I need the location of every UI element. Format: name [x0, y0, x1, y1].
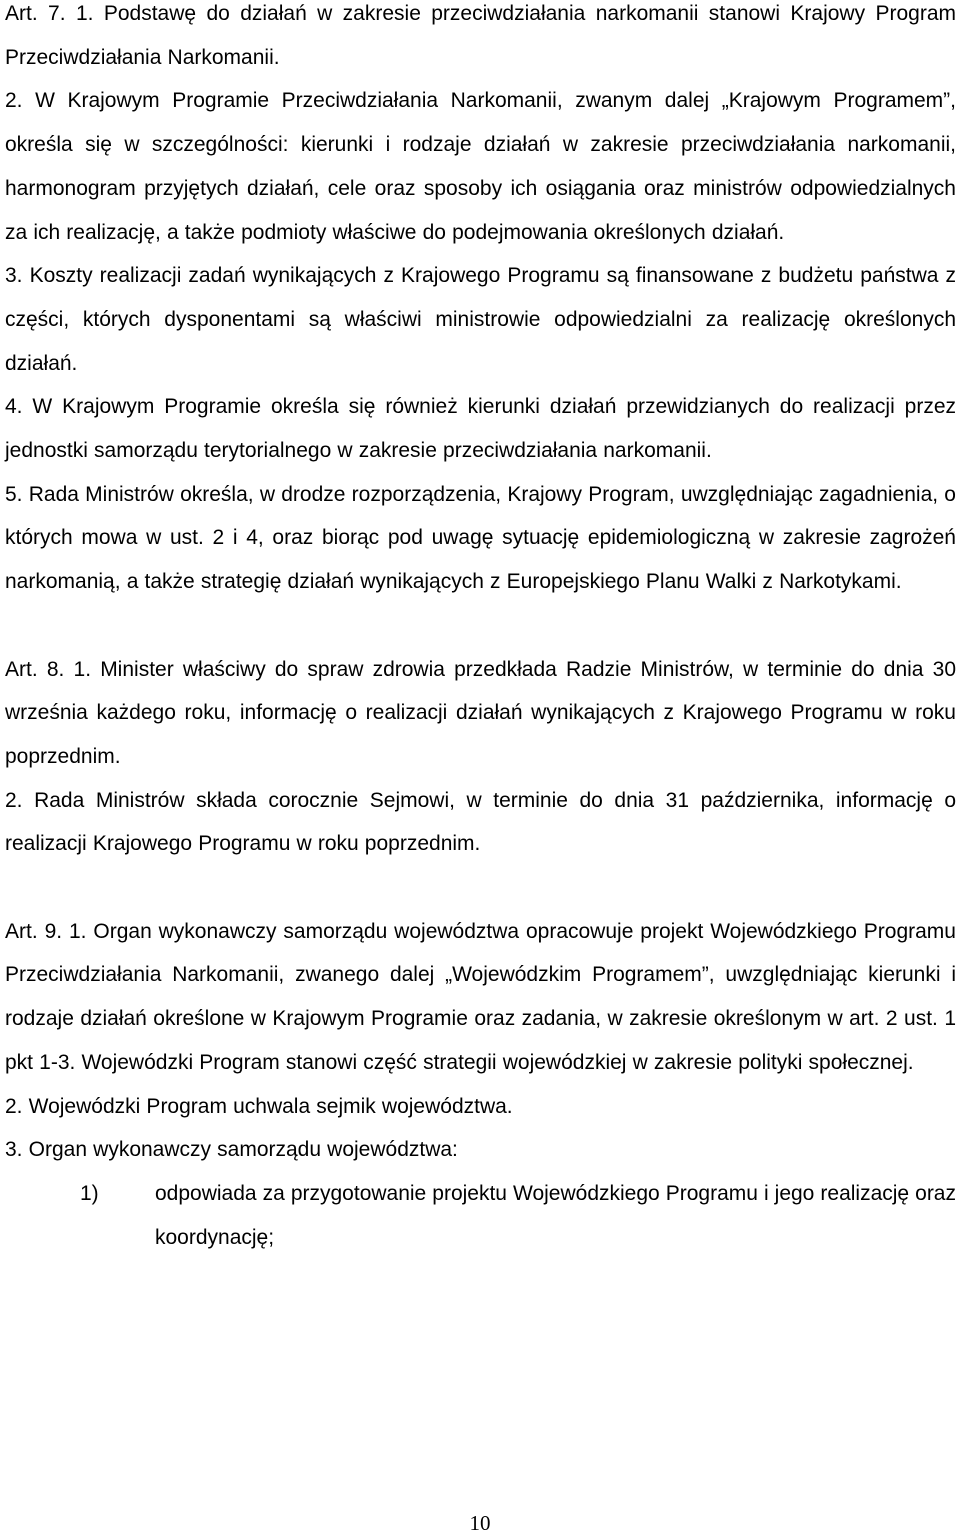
paragraph-art7-ust3: 3. Koszty realizacji zadań wynikających z Krajowego Programu są finansowane z budżetu państwa z części, których dysponentami są właściwi ministrowie odpowiedzialni za realizację określonych działań.: [5, 264, 956, 375]
paragraph-art7-ust1: Art. 7. 1. Podstawę do działań w zakresie przeciwdziałania narkomanii stanowi Krajowy Program Przeciwdziałania Narkomanii.: [5, 2, 956, 69]
section-gap: [5, 604, 956, 648]
paragraph-art9-ust1: Art. 9. 1. Organ wykonawczy samorządu województwa opracowuje projekt Wojewódzkiego Programu Przeciwdziałania Narkomanii, zwanego dalej „Wojewódzkim Programem”, uwzględniając kierunki i rodzaje działań określone w Krajowym Programie oraz zadania, w zakresie określonym w art. 2 ust. 1 pkt 1-3. Wojewódzki Program stanowi część strategii wojewódzkiej w zakresie polityki społecznej.: [5, 919, 956, 1074]
paragraph-art8-ust2: 2. Rada Ministrów składa corocznie Sejmowi, w terminie do dnia 31 października, informację o realizacji Krajowego Programu w roku poprzednim.: [5, 788, 956, 856]
paragraph-art9-ust2: 2. Wojewódzki Program uchwala sejmik województwa.: [5, 1094, 513, 1118]
list-item: [5, 1172, 956, 1259]
paragraph-art7-ust4: 4. W Krajowym Programie określa się również kierunki działań przewidzianych do realizacji przez jednostki samorządu terytorialnego w zakresie przeciwdziałania narkomanii.: [5, 395, 956, 463]
paragraph-art7-ust2: 2. W Krajowym Programie Przeciwdziałania Narkomanii, zwanym dalej „Krajowym Programem”, określa się w szczególności: kierunki i rodzaje działań w zakresie przeciwdziałania narkomanii, harmonogram przyjętych działań, cele oraz sposoby ich osiągania oraz ministrów odpowiedzialnych za ich realizację, a także podmioty właściwe do podejmowania określonych działań.: [5, 89, 956, 244]
document-page: [5, 0, 956, 1259]
paragraph-art9-ust3: 3. Organ wykonawczy samorządu województwa:: [5, 1138, 458, 1162]
paragraph-art8-ust1: Art. 8. 1. Minister właściwy do spraw zdrowia przedkłada Radzie Ministrów, w terminie do dnia 30 września każdego roku, informację o realizacji działań wynikających z Krajowego Programu w roku poprzednim.: [5, 657, 956, 768]
list-item-text: odpowiada za przygotowanie projektu Wojewódzkiego Programu i jego realizację oraz koordynację;: [155, 1181, 956, 1249]
list-item-number: 1): [80, 1181, 99, 1205]
paragraph-art7-ust5: 5. Rada Ministrów określa, w drodze rozporządzenia, Krajowy Program, uwzględniając zagadnienia, o których mowa w ust. 2 i 4, oraz biorąc pod uwagę sytuację epidemiologiczną w zakresie zagrożeń narkomanią, a także strategię działań wynikających z Europejskiego Planu Walki z Narkotykami.: [5, 482, 956, 594]
section-gap: [5, 866, 956, 910]
page-number: 10: [469, 1511, 491, 1535]
